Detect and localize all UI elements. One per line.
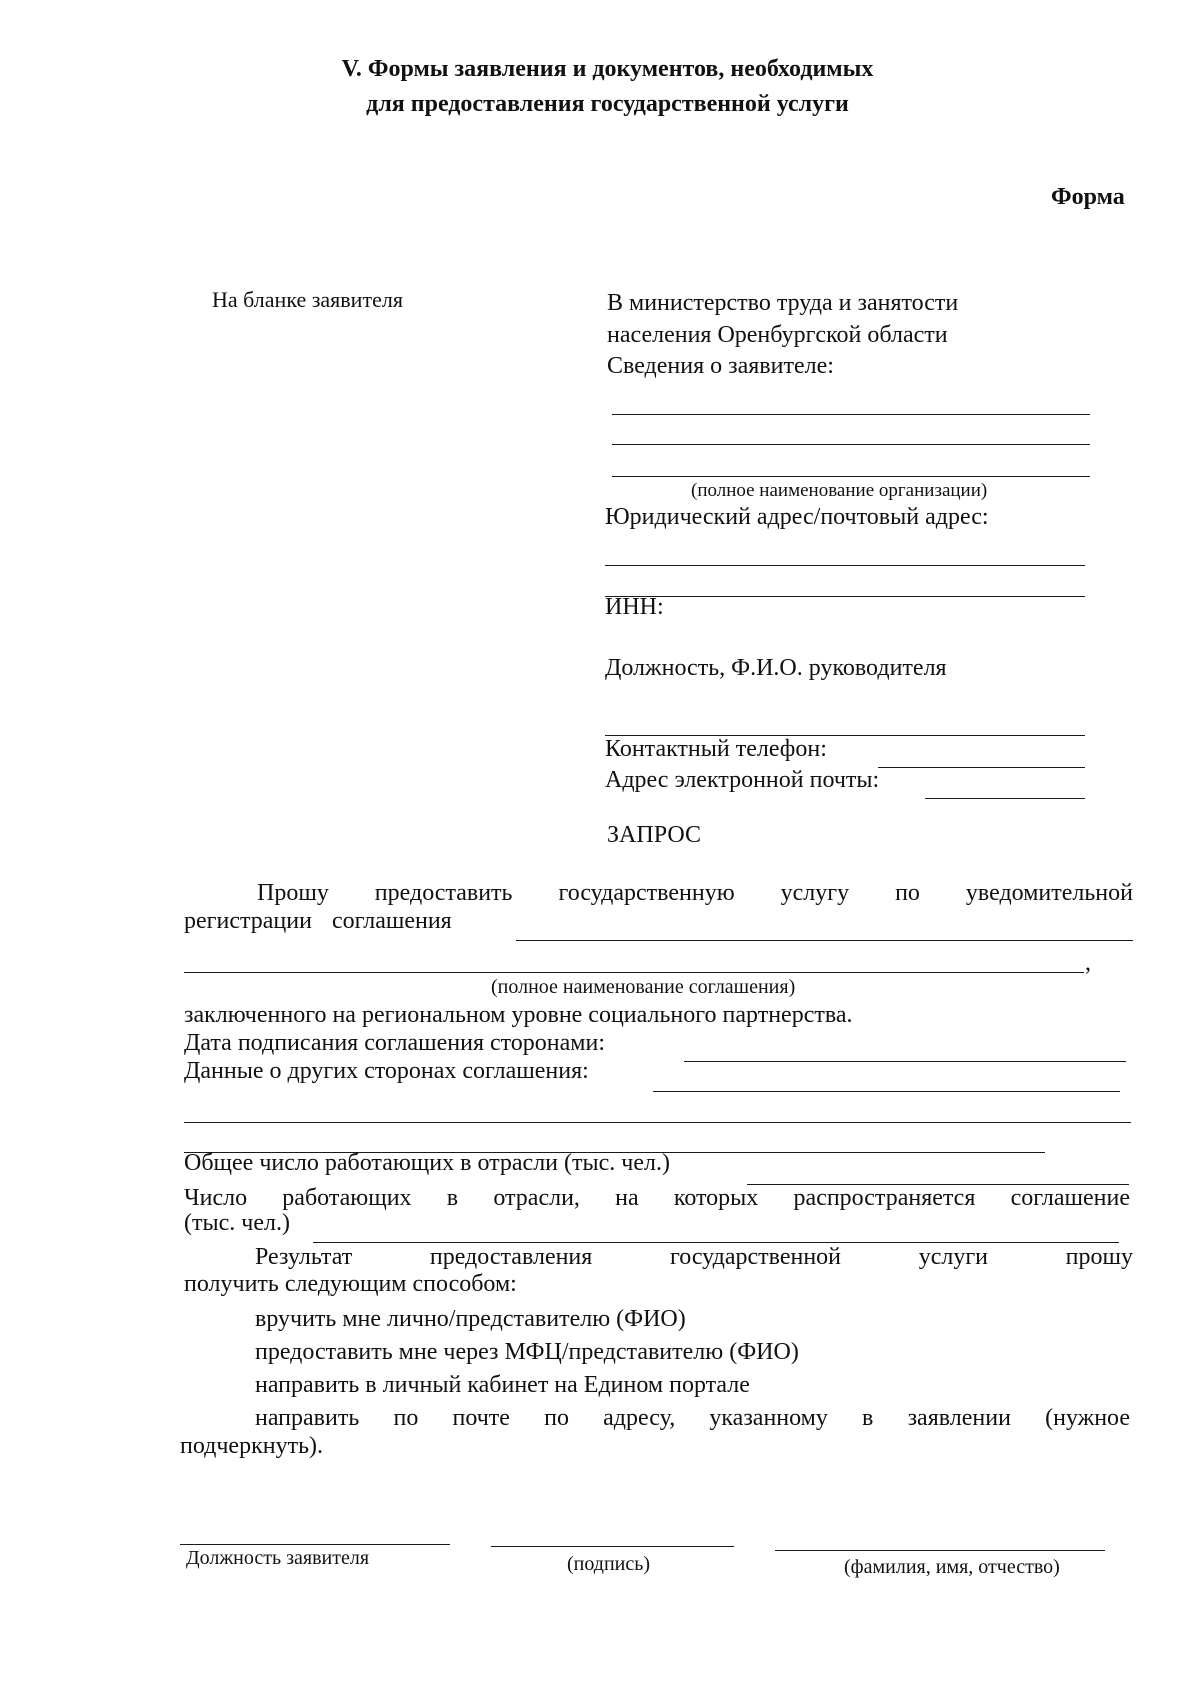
address-line-2[interactable] xyxy=(605,596,1085,597)
total-workers-label: Общее число работающих в отрасли (тыс. чел.) xyxy=(184,1150,670,1176)
position-caption: Должность заявителя xyxy=(186,1547,370,1569)
covered-workers-line2: (тыс. чел.) xyxy=(184,1210,290,1236)
covered-workers-line[interactable] xyxy=(313,1242,1119,1243)
option-mfc: предоставить мне через МФЦ/представителю (ФИО) xyxy=(255,1339,799,1365)
inn-label: ИНН: xyxy=(605,594,664,620)
address-label: Юридический адрес/почтовый адрес: xyxy=(605,504,989,530)
head-label: Должность, Ф.И.О. руководителя xyxy=(605,655,947,681)
agreement-name-caption: (полное наименование соглашения) xyxy=(491,976,796,998)
other-parties-line-2[interactable] xyxy=(184,1122,1131,1123)
agreement-name-line-2[interactable] xyxy=(184,972,1084,973)
position-signature-line[interactable] xyxy=(180,1544,450,1545)
email-line[interactable] xyxy=(925,798,1085,799)
phone-line[interactable] xyxy=(878,767,1085,768)
form-label: Форма xyxy=(1051,184,1125,210)
org-name-line-3[interactable] xyxy=(612,476,1090,477)
org-name-caption: (полное наименование организации) xyxy=(691,480,988,501)
email-label: Адрес электронной почты: xyxy=(605,767,880,793)
concluded-text: заключенного на региональном уровне социального партнерства. xyxy=(184,1002,853,1028)
request-para1-line2: регистрации соглашения xyxy=(184,908,452,934)
org-name-line-2[interactable] xyxy=(612,444,1090,445)
request-para1-line1: Прошу предоставить государственную услугу по уведомительной xyxy=(257,880,1133,906)
result-line2: получить следующим способом: xyxy=(184,1271,517,1297)
applicant-info-label: Сведения о заявителе: xyxy=(607,353,834,379)
section-title-line1: V. Формы заявления и документов, необходимых xyxy=(341,56,874,82)
signature-line[interactable] xyxy=(491,1546,734,1547)
agreement-name-line-1[interactable] xyxy=(516,940,1133,941)
option-portal: направить в личный кабинет на Едином портале xyxy=(255,1372,750,1398)
option-post-line2: подчеркнуть). xyxy=(180,1433,324,1459)
covered-workers-line1: Число работающих в отрасли, на которых распространяется соглашение xyxy=(184,1185,1130,1211)
sign-date-label: Дата подписания соглашения сторонами: xyxy=(184,1030,605,1056)
option-personal: вручить мне лично/представителю (ФИО) xyxy=(255,1306,686,1332)
result-line1: Результат предоставления государственной услуги прошу xyxy=(255,1244,1133,1270)
option-post-line1: направить по почте по адресу, указанному в заявлении (нужное xyxy=(255,1405,1130,1431)
org-name-line-1[interactable] xyxy=(612,414,1090,415)
full-name-signature-line[interactable] xyxy=(775,1550,1105,1551)
recipient-line2: населения Оренбургской области xyxy=(607,322,948,348)
address-line-1[interactable] xyxy=(605,565,1085,566)
comma: , xyxy=(1085,950,1091,976)
other-parties-line-1[interactable] xyxy=(653,1091,1120,1092)
other-parties-label: Данные о других сторонах соглашения: xyxy=(184,1058,589,1084)
letterhead-note: На бланке заявителя xyxy=(212,287,403,312)
sign-date-line[interactable] xyxy=(684,1061,1126,1062)
request-heading: ЗАПРОС xyxy=(607,822,701,848)
recipient-line1: В министерство труда и занятости xyxy=(607,290,959,316)
full-name-caption: (фамилия, имя, отчество) xyxy=(844,1556,1060,1578)
section-title-line2: для предоставления государственной услуги xyxy=(366,91,849,117)
phone-label: Контактный телефон: xyxy=(605,736,827,762)
signature-caption: (подпись) xyxy=(567,1553,651,1575)
